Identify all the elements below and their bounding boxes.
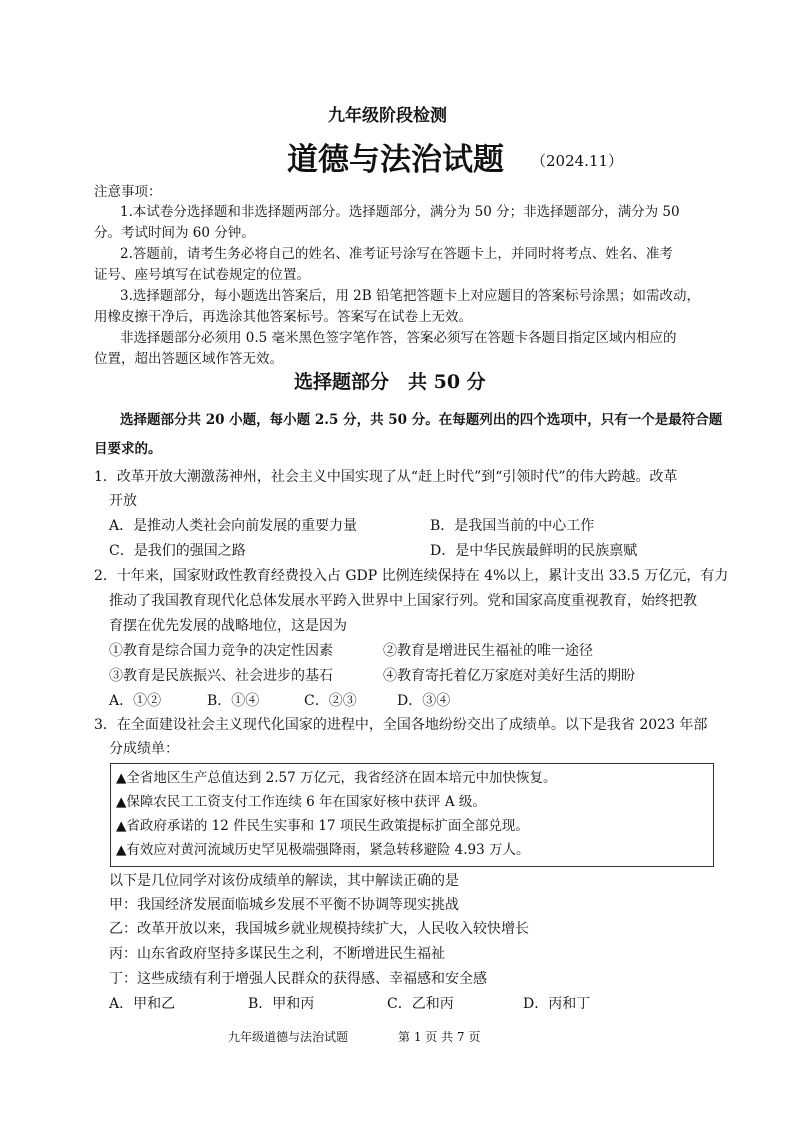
q2-option-d: D．③④ — [397, 693, 451, 709]
q3-option-a: A．甲和乙 — [109, 996, 176, 1012]
q1-stem-cont: 开放 — [109, 493, 137, 509]
achievement-line-4: ▲有效应对黄河流域历史罕见极端强降雨，紧急转移避险 4.93 万人。 — [116, 842, 530, 858]
q2-statement-3: ③教育是民族振兴、社会进步的基石 — [109, 668, 333, 684]
q3-option-c: C．乙和丙 — [387, 996, 454, 1012]
main-title: 道德与法治试题 — [287, 142, 504, 178]
exam-date: （2024.11） — [531, 152, 624, 170]
section-instruction-cont: 目要求的。 — [94, 441, 162, 457]
notice-item-2-cont: 证号、座号填写在试卷规定的位置。 — [94, 267, 310, 283]
notice-item-1: 1.本试卷分选择题和非选择题两部分。选择题部分，满分为 50 分；非选择题部分，满分为 50 — [120, 204, 680, 220]
section-instruction: 选择题部分共 20 小题，每小题 2.5 分，共 50 分。在每题列出的四个选项中，只有一个是最符合题 — [120, 412, 723, 428]
q2-statement-2: ②教育是增进民生福祉的唯一途径 — [383, 643, 593, 659]
notice-item-4: 非选择题部分必须用 0.5 毫米黑色签字笔作答，答案必须写在答题卡各题目指定区域内相应的 — [120, 330, 677, 346]
q1-option-b: B．是我国当前的中心工作 — [430, 518, 595, 534]
q2-stem-cont-1: 推动了我国教育现代化总体发展水平跨入世界中上国家行列。党和国家高度重视教育，始终把教 — [109, 593, 697, 609]
q2-stem-cont-2: 育摆在优先发展的战略地位，这是因为 — [109, 618, 347, 634]
achievement-line-3: ▲省政府承诺的 12 件民生实事和 17 项民生政策提标扩面全部兑现。 — [116, 818, 529, 834]
q2-stem: 2．十年来，国家财政性教育经费投入占 GDP 比例连续保持在 4%以上，累计支出 33.5 万亿元，有力 — [94, 568, 729, 584]
q3-ask: 以下是几位同学对该份成绩单的解读，其中解读正确的是 — [109, 873, 459, 889]
q3-opinion-jia: 甲：我国经济发展面临城乡发展不平衡不协调等现实挑战 — [109, 897, 459, 913]
q3-option-d: D．丙和丁 — [523, 996, 591, 1012]
achievement-line-1: ▲全省地区生产总值达到 2.57 万亿元，我省经济在固本培元中加快恢复。 — [116, 770, 557, 786]
notice-item-3-cont: 用橡皮擦干净后，再选涂其他答案标号。答案写在试卷上无效。 — [94, 309, 472, 325]
notice-item-3: 3.选择题部分，每小题选出答案后，用 2B 铅笔把答题卡上对应题目的答案标号涂黑；如需改动， — [120, 288, 700, 304]
q3-stem-cont: 分成绩单： — [109, 741, 179, 757]
q2-option-b: B．①④ — [207, 693, 260, 709]
section-title: 选择题部分 共 50 分 — [294, 371, 486, 393]
notice-item-1-cont: 分。考试时间为 60 分钟。 — [94, 225, 255, 241]
q2-option-a: A．①② — [109, 693, 162, 709]
q3-opinion-bing: 丙：山东省政府坚持多谋民生之利，不断增进民生福祉 — [109, 946, 445, 962]
q3-option-b: B．甲和丙 — [248, 996, 315, 1012]
footer-page-number: 第 1 页 共 7 页 — [398, 1030, 481, 1044]
q2-statement-1: ①教育是综合国力竞争的决定性因素 — [109, 643, 333, 659]
q3-opinion-yi: 乙：改革开放以来，我国城乡就业规模持续扩大，人民收入较快增长 — [109, 921, 529, 937]
grade-title: 九年级阶段检测 — [328, 106, 447, 126]
q2-option-c: C．②③ — [304, 693, 357, 709]
q3-stem: 3．在全面建设社会主义现代化国家的进程中，全国各地纷纷交出了成绩单。以下是我省 2023 年部 — [94, 717, 708, 733]
footer-subject: 九年级道德与法治试题 — [228, 1030, 349, 1044]
achievement-box — [110, 763, 714, 867]
q3-opinion-ding: 丁：这些成绩有利于增强人民群众的获得感、幸福感和安全感 — [109, 971, 487, 987]
notice-item-2: 2.答题前，请考生务必将自己的姓名、准考证号涂写在答题卡上，并同时将考点、姓名、准考 — [120, 246, 673, 262]
q2-statement-4: ④教育寄托着亿万家庭对美好生活的期盼 — [383, 668, 635, 684]
achievement-line-2: ▲保障农民工工资支付工作连续 6 年在国家好核中获评 A 级。 — [116, 794, 486, 810]
notice-item-4-cont: 位置，超出答题区域作答无效。 — [94, 351, 283, 367]
q1-option-d: D．是中华民族最鲜明的民族禀赋 — [430, 543, 638, 559]
q1-option-c: C．是我们的强国之路 — [109, 543, 246, 559]
q1-stem: 1．改革开放大潮激荡神州，社会主义中国实现了从“赶上时代”到“引领时代”的伟大跨越。改革 — [94, 469, 678, 485]
q1-option-a: A．是推动人类社会向前发展的重要力量 — [109, 518, 358, 534]
notice-label: 注意事项： — [94, 184, 162, 200]
